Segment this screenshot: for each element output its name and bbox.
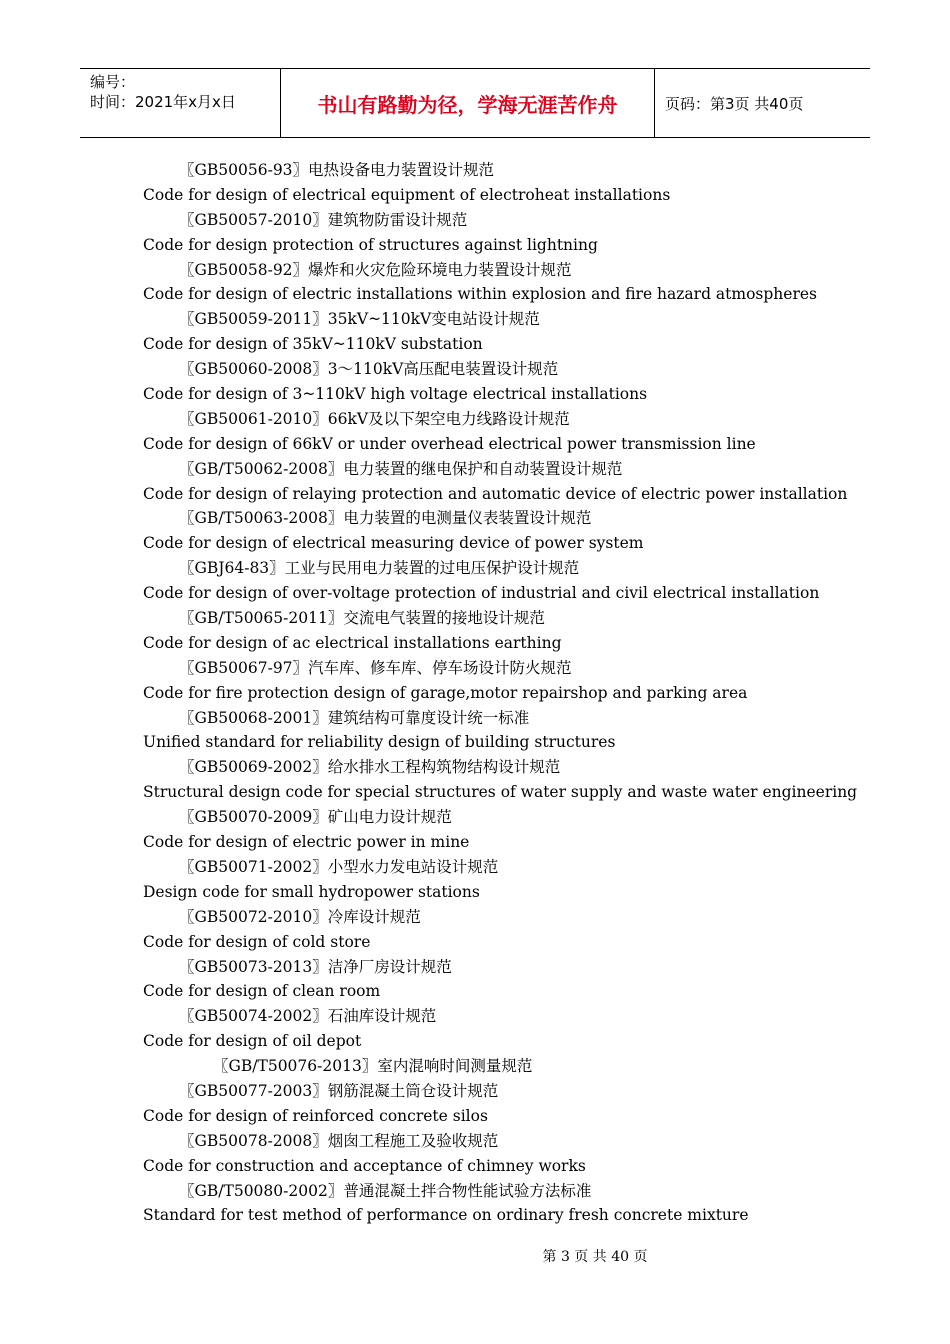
standard-code-entry: 〖GB50077-2003〗钢筋混凝土筒仓设计规范 bbox=[179, 1081, 499, 1100]
document-time-label: 时间：2021年x月x日 bbox=[90, 93, 236, 111]
page-footer: 第 3 页 共 40 页 bbox=[542, 1249, 648, 1265]
standard-code-entry: 〖GB50071-2002〗小型水力发电站设计规范 bbox=[179, 857, 499, 876]
header-meta bbox=[80, 69, 281, 137]
standard-english-title: Code for design of 3~110kV high voltage electrical installations bbox=[143, 385, 648, 404]
standard-english-title: Code for design of oil depot bbox=[143, 1032, 362, 1051]
standard-english-title: Standard for test method of performance on ordinary fresh concrete mixture bbox=[143, 1206, 749, 1225]
standard-english-title: Code for fire protection design of garage,motor repairshop and parking area bbox=[143, 683, 748, 702]
document-number-label: 编号： bbox=[90, 73, 136, 91]
standard-english-title: Code for design of electric power in mine bbox=[143, 833, 470, 852]
standard-code-entry: 〖GB50078-2008〗烟囱工程施工及验收规范 bbox=[179, 1131, 499, 1150]
standard-english-title: Code for design of ac electrical installations earthing bbox=[143, 633, 562, 652]
standard-code-entry: 〖GB50061-2010〗66kV及以下架空电力线路设计规范 bbox=[179, 409, 570, 428]
standard-code-entry: 〖GB50074-2002〗石油库设计规范 bbox=[179, 1007, 437, 1026]
standard-code-entry: 〖GB/T50063-2008〗电力装置的电测量仪表装置设计规范 bbox=[179, 509, 592, 528]
standard-code-entry: 〖GB50067-97〗汽车库、修车库、停车场设计防火规范 bbox=[179, 658, 572, 677]
standard-english-title: Unified standard for reliability design of building structures bbox=[143, 733, 616, 752]
standard-english-title: Code for design of relaying protection and automatic device of electric power installation bbox=[143, 484, 848, 503]
standard-english-title: Structural design code for special structures of water supply and waste water engineering bbox=[143, 783, 858, 802]
standard-code-entry: 〖GB50068-2001〗建筑结构可靠度设计统一标准 bbox=[179, 708, 530, 727]
standard-code-entry: 〖GB50069-2002〗给水排水工程构筑物结构设计规范 bbox=[179, 758, 561, 777]
standard-english-title: Code for design of 35kV~110kV substation bbox=[143, 335, 483, 354]
standard-code-entry: 〖GB50058-92〗爆炸和火灾危险环境电力装置设计规范 bbox=[179, 260, 572, 279]
standard-english-title: Code for design of electrical measuring device of power system bbox=[143, 534, 644, 553]
standard-english-title: Code for design of reinforced concrete silos bbox=[143, 1106, 488, 1125]
standard-code-entry: 〖GB50073-2013〗洁净厂房设计规范 bbox=[179, 957, 452, 976]
standard-english-title: Code for design of clean room bbox=[143, 982, 381, 1001]
standard-english-title: Code for design of over-voltage protection of industrial and civil electrical installation bbox=[143, 584, 820, 603]
standard-code-entry: 〖GBJ64-83〗工业与民用电力装置的过电压保护设计规范 bbox=[179, 559, 580, 578]
standard-code-entry: 〖GB/T50080-2002〗普通混凝土拌合物性能试验方法标准 bbox=[179, 1181, 592, 1200]
standard-code-entry: 〖GB50056-93〗电热设备电力装置设计规范 bbox=[179, 161, 495, 179]
standard-code-entry: 〖GB50072-2010〗冷库设计规范 bbox=[179, 907, 421, 926]
header-motto: 书山有路勤为径，学海无涯苦作舟 bbox=[281, 69, 655, 137]
standard-code-entry: 〖GB50057-2010〗建筑物防雷设计规范 bbox=[179, 210, 468, 229]
standard-english-title: Code for design of electrical equipment of electroheat installations bbox=[143, 185, 671, 204]
standards-list bbox=[143, 158, 863, 1228]
standard-code-entry: 〖GB50060-2008〗3～110kV高压配电装置设计规范 bbox=[179, 360, 559, 379]
standard-code-entry: 〖GB/T50065-2011〗交流电气装置的接地设计规范 bbox=[179, 609, 545, 628]
standard-code-entry: 〖GB50059-2011〗35kV~110kV变电站设计规范 bbox=[179, 310, 540, 329]
page-header bbox=[80, 68, 870, 138]
header-page-indicator: 页码：第3页 共40页 bbox=[665, 94, 804, 113]
standard-english-title: Code for design of cold store bbox=[143, 932, 371, 951]
standard-code-entry: 〖GB/T50076-2013〗室内混响时间测量规范 bbox=[213, 1057, 533, 1076]
standard-english-title: Code for design of electric installations within explosion and fire hazard atmospheres bbox=[143, 285, 818, 304]
standard-code-entry: 〖GB/T50062-2008〗电力装置的继电保护和自动装置设计规范 bbox=[179, 459, 623, 478]
standard-english-title: Code for construction and acceptance of chimney works bbox=[143, 1156, 586, 1175]
standard-english-title: Code for design of 66kV or under overhead electrical power transmission line bbox=[143, 434, 756, 453]
standard-english-title: Code for design protection of structures against lightning bbox=[143, 235, 598, 254]
standard-english-title: Design code for small hydropower stations bbox=[143, 882, 480, 901]
standard-code-entry: 〖GB50070-2009〗矿山电力设计规范 bbox=[179, 808, 452, 827]
